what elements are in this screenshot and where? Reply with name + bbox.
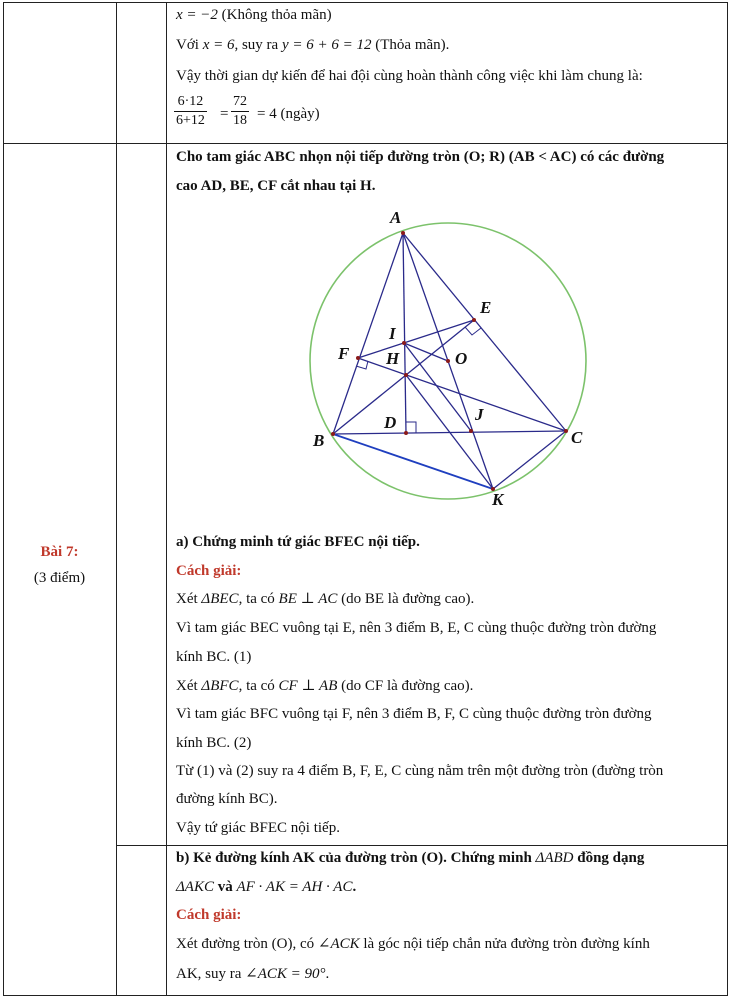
col-divider-1 (116, 2, 117, 996)
part-a-line-9: Vậy tứ giác BFEC nội tiếp. (176, 820, 340, 836)
top-line2-math1: x = 6 (202, 37, 235, 53)
part-a-l1-mid: , ta có (238, 591, 275, 607)
statement-line-2: cao AD, BE, CF cắt nhau tại H. (176, 178, 376, 194)
point-h (404, 373, 408, 377)
statement-line-1: Cho tam giác ABC nhọn nội tiếp đường tròn (O; R) (AB < AC) có các đường (176, 149, 665, 165)
point-i (402, 341, 406, 345)
part-b-title-line-1 (176, 848, 644, 868)
part-a-l4-post: (do CF là đường cao). (341, 678, 474, 694)
part-a-l1-math1: ΔBEC (201, 591, 239, 607)
segment-kc (493, 431, 566, 489)
part-b-line-1 (176, 934, 650, 954)
geometry-figure (290, 200, 610, 520)
label-i: I (389, 324, 396, 343)
right-angle-e (465, 327, 481, 335)
part-a-line-5: Vì tam giác BFC vuông tại F, nên 3 điểm B, F, C cùng thuộc đường tròn đường (176, 706, 652, 722)
part-b-title-line-2 (176, 877, 356, 897)
part-b-line2-math2: AF · AK = AH · AC (236, 879, 353, 895)
top-line2-mid: , suy ra (234, 37, 279, 53)
label-b: B (313, 431, 325, 450)
label-j: J (475, 405, 484, 424)
part-b-solution-label: Cách giải: (176, 907, 242, 923)
row-divider-1 (3, 143, 728, 144)
part-b-line2-math1: ΔAKC (176, 879, 214, 895)
point-j (469, 429, 473, 433)
part-a-title: a) Chứng minh tứ giác BFEC nội tiếp. (176, 534, 420, 550)
top-line2-note: (Thỏa mãn). (375, 37, 450, 53)
part-a-l4-math2: CF ⊥ AB (278, 678, 338, 694)
part-b-title-pre: b) Kẻ đường kính AK của đường tròn (O). Chứng minh (176, 850, 532, 866)
equals-sign-1: = (220, 106, 229, 122)
top-note-1: (Không thỏa mãn) (221, 7, 332, 23)
fraction-1-den: 6+12 (176, 113, 205, 128)
part-b-l2-post: . (325, 966, 330, 982)
label-c: C (571, 428, 583, 447)
part-a-l4-math1: ΔBFC (201, 678, 239, 694)
part-b-l1-math: ∠ACK (317, 936, 360, 952)
result-text: = 4 (ngày) (257, 106, 320, 122)
part-b-line-2 (176, 964, 329, 984)
part-a-line-3: kính BC. (1) (176, 649, 252, 665)
top-math-x-neg2: x = −2 (176, 7, 218, 23)
fraction-1-num: 6·12 (177, 94, 204, 109)
label-f: F (338, 344, 350, 363)
label-a: A (390, 208, 402, 227)
fraction-1 (174, 94, 207, 129)
segment-ad (403, 233, 406, 433)
point-c (564, 429, 568, 433)
top-line-1 (176, 5, 332, 25)
problem-label: Bài 7: (40, 544, 79, 560)
table-right-border (727, 2, 728, 996)
part-b-l1-pre: Xét đường tròn (O), có (176, 936, 315, 952)
problem-points: (3 điểm) (33, 570, 86, 586)
part-b-l2-math: ∠ACK = 90° (245, 966, 326, 982)
fraction-2-den: 18 (233, 113, 247, 128)
part-a-line-1 (176, 589, 474, 609)
segment-bk (333, 434, 493, 489)
part-a-l1-pre: Xét (176, 591, 198, 607)
label-k: K (492, 490, 504, 509)
point-b (331, 432, 335, 436)
top-line-2 (176, 35, 449, 55)
part-a-l1-math2: BE ⊥ AC (278, 591, 338, 607)
segment-ac (403, 233, 566, 431)
top-line-3: Vậy thời gian dự kiến để hai đội cùng hoàn thành công việc khi làm chung là: (176, 68, 643, 84)
part-b-title-post: đồng dạng (577, 850, 645, 866)
label-h: H (386, 349, 400, 368)
label-o: O (455, 349, 468, 368)
part-a-line-2: Vì tam giác BEC vuông tại E, nên 3 điểm B, E, C cùng thuộc đường tròn đường (176, 620, 657, 636)
point-a (401, 231, 405, 235)
point-f (356, 356, 360, 360)
part-a-line-7: Từ (1) và (2) suy ra 4 điểm B, F, E, C cùng nằm trên một đường tròn (đường tròn (176, 763, 664, 779)
top-line2-pre: Với (176, 37, 199, 53)
part-b-l1-post: là góc nội tiếp chắn nửa đường tròn đường kính (363, 936, 650, 952)
table-top-border (3, 2, 728, 3)
part-b-line2-post: . (352, 879, 357, 895)
col-divider-2 (166, 2, 167, 996)
table-left-border (3, 2, 4, 996)
part-a-l4-mid: , ta có (238, 678, 275, 694)
point-e (472, 318, 476, 322)
fraction-2-num: 72 (233, 94, 247, 109)
segment-be (333, 320, 474, 434)
part-a-line-4 (176, 676, 473, 696)
point-d (404, 431, 408, 435)
label-e: E (480, 298, 492, 317)
table-bottom-border (3, 995, 728, 996)
part-a-solution-label: Cách giải: (176, 563, 242, 579)
part-a-l1-post: (do BE là đường cao). (341, 591, 475, 607)
right-angle-d (406, 422, 416, 433)
part-b-l2-pre: AK, suy ra (176, 966, 242, 982)
part-b-line2-mid: và (217, 879, 233, 895)
label-d: D (384, 413, 397, 432)
row-divider-2 (116, 845, 728, 846)
part-b-title-math: ΔABD (535, 850, 574, 866)
part-a-line-8: đường kính BC). (176, 791, 278, 807)
fraction-2 (231, 94, 249, 129)
point-o (446, 359, 450, 363)
top-line2-math2: y = 6 + 6 = 12 (281, 37, 372, 53)
part-a-l4-pre: Xét (176, 678, 198, 694)
part-a-line-6: kính BC. (2) (176, 735, 252, 751)
